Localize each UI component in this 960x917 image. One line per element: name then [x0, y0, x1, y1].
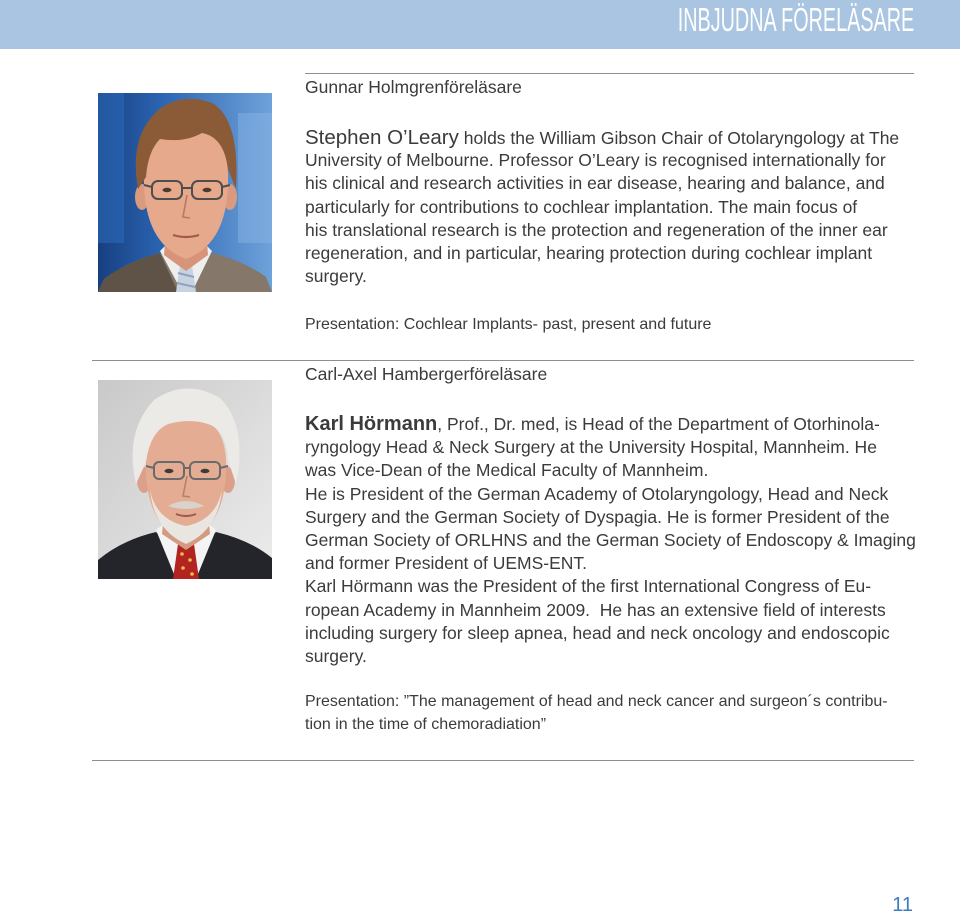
bio-line: his clinical and research activities in ear disease, hearing and balance, and [305, 173, 885, 194]
lecture-title-text: Carl-Axel Hambergerföreläsare [305, 364, 548, 384]
bio-line: ryngology Head & Neck Surgery at the University Hospital, Mannheim. He [305, 437, 877, 458]
presentation-title [305, 313, 711, 336]
bio-line: his translational research is the protection and regeneration of the inner ear [305, 219, 888, 240]
bio-line: was Vice-Dean of the Medical Faculty of Mannheim. [305, 460, 709, 481]
speaker-photo-2 [98, 380, 272, 579]
presentation-title [305, 690, 888, 736]
bio-line: and former President of UEMS-ENT. [305, 553, 588, 574]
bio-text: holds the William Gibson Chair of Otolaryngology at The [458, 128, 900, 148]
bio-line: surgery. [305, 645, 367, 666]
bio-line: ropean Academy in Mannheim 2009. He has an extensive field of interests [305, 599, 886, 620]
bio-line: Surgery and the German Society of Dyspagia. He is former President of the [305, 506, 890, 527]
bio-line: Karl Hörmann was the President of the first International Congress of Eu- [305, 576, 872, 597]
divider-middle [92, 360, 914, 361]
bio-line: University of Melbourne. Professor O’Leary is recognised internationally for [305, 150, 886, 171]
bio-line [305, 413, 916, 436]
portrait-image [98, 380, 272, 579]
bio-line [305, 126, 899, 149]
bio-text: , Prof., Dr. med, is Head of the Department of Otorhinola- [437, 414, 880, 434]
presentation-line: tion in the time of chemoradiation” [305, 716, 547, 733]
lecture-title [305, 363, 547, 386]
bio-line: including surgery for sleep apnea, head and neck oncology and endoscopic [305, 622, 890, 643]
bio-line: He is President of the German Academy of Otolaryngology, Head and Neck [305, 483, 889, 504]
speaker-bio [305, 126, 899, 288]
speaker-photo-1 [98, 93, 272, 292]
presentation-line: Presentation: Cochlear Implants- past, present and future [305, 316, 712, 333]
bio-line: regeneration, and in particular, hearing protection during cochlear implant [305, 242, 873, 263]
speaker-bio [305, 413, 916, 668]
lecture-title-text: Gunnar Holmgrenföreläsare [305, 77, 522, 97]
divider-top [305, 73, 914, 74]
bio-line: surgery. [305, 266, 367, 287]
header-band [0, 0, 960, 49]
bio-line: particularly for contributions to cochlear implantation. The main focus of [305, 196, 858, 217]
divider-bottom [92, 760, 914, 761]
bio-line: German Society of ORLHNS and the German Society of Endoscopy & Imaging [305, 529, 916, 550]
speaker-name: Stephen O’Leary [305, 126, 459, 149]
page-number: 11 [892, 894, 913, 916]
lecture-title [305, 76, 522, 99]
presentation-line: Presentation: ”The management of head and neck cancer and surgeon´s contribu- [305, 693, 888, 710]
speaker-name: Karl Hörmann [305, 413, 438, 435]
portrait-image [98, 93, 272, 292]
section-title: INBJUDNA FÖRELÄSARE [677, 1, 914, 38]
